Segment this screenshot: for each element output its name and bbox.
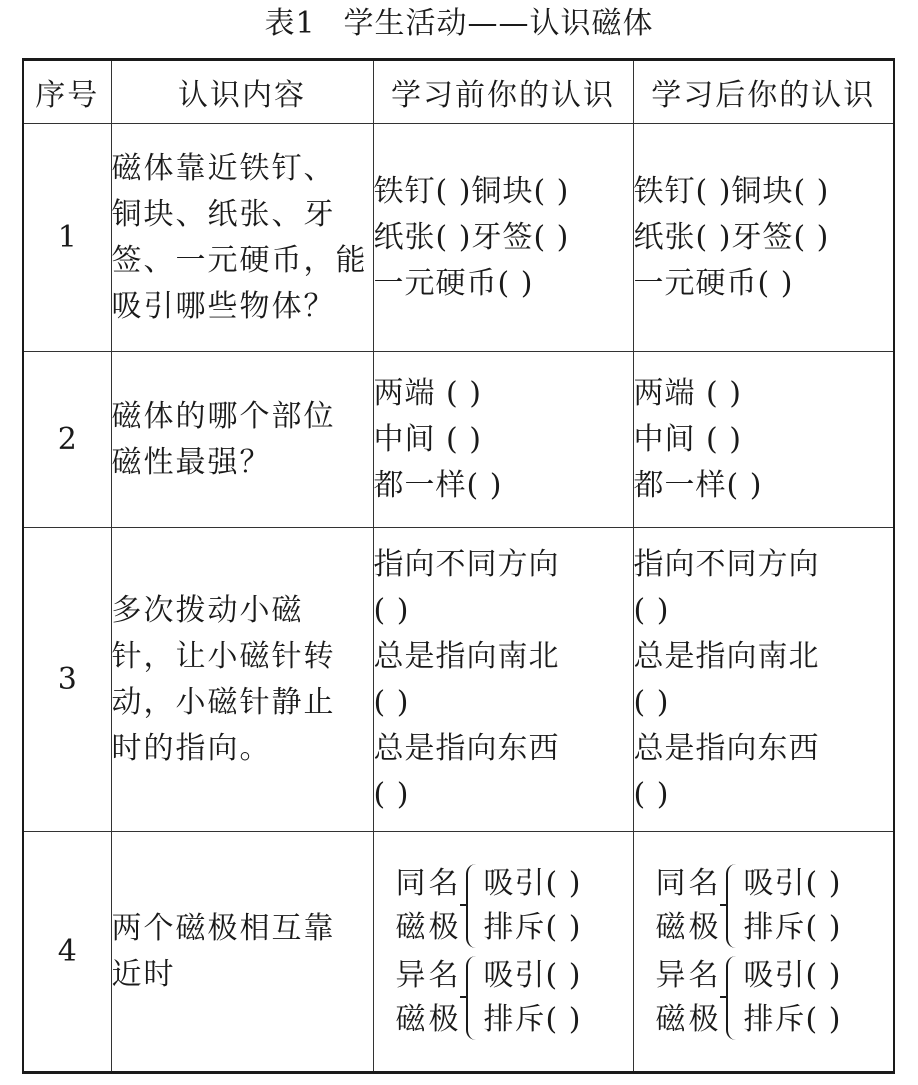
brace-icon (726, 956, 738, 1040)
header-content: 认识内容 (111, 60, 373, 124)
table-title: 学生活动——认识磁体 (343, 6, 654, 41)
row-content: 磁体的哪个部位 磁性最强？ (111, 352, 373, 528)
after-answer[interactable]: 两端 ( ) 中间 ( ) 都一样( ) (633, 352, 894, 528)
unlike-poles-group: 异名 磁极 吸引( ) 排斥( ) (396, 954, 633, 1042)
table-row (23, 528, 894, 832)
header-after: 学习后你的认识 (633, 60, 894, 124)
row-number: 3 (23, 528, 111, 832)
header-number: 序号 (23, 60, 111, 124)
header-before: 学习前你的认识 (373, 60, 633, 124)
after-answer[interactable]: 指向不同方向 ( ) 总是指向南北 ( ) 总是指向东西 ( ) (633, 528, 894, 832)
brace-icon (726, 864, 738, 948)
before-answer[interactable]: 指向不同方向 ( ) 总是指向南北 ( ) 总是指向东西 ( ) (373, 528, 633, 832)
header-row (23, 60, 894, 124)
unlike-poles-group: 异名 磁极 吸引( ) 排斥( ) (656, 954, 894, 1042)
magnet-activity-table (22, 58, 895, 1074)
table-caption (0, 4, 918, 44)
row-number: 4 (23, 832, 111, 1073)
before-answer[interactable]: 两端 ( ) 中间 ( ) 都一样( ) (373, 352, 633, 528)
row-content: 多次拨动小磁 针，让小磁针转 动，小磁针静止 时的指向。 (111, 528, 373, 832)
row-content: 磁体靠近铁钉、 铜块、纸张、牙 签、一元硬币，能 吸引哪些物体？ (111, 124, 373, 352)
like-poles-group: 同名 磁极 吸引( ) 排斥( ) (396, 862, 633, 950)
after-answer[interactable]: 铁钉( )铜块( ) 纸张( )牙签( ) 一元硬币( ) (633, 124, 894, 352)
table-row (23, 124, 894, 352)
brace-icon (466, 864, 478, 948)
before-answer[interactable]: 铁钉( )铜块( ) 纸张( )牙签( ) 一元硬币( ) (373, 124, 633, 352)
row-number: 1 (23, 124, 111, 352)
brace-icon (466, 956, 478, 1040)
after-answer[interactable] (633, 832, 894, 1073)
table-number: 表1 (264, 6, 316, 41)
table-row (23, 832, 894, 1073)
row-number: 2 (23, 352, 111, 528)
like-poles-group: 同名 磁极 吸引( ) 排斥( ) (656, 862, 894, 950)
before-answer[interactable] (373, 832, 633, 1073)
table-row (23, 352, 894, 528)
row-content: 两个磁极相互靠 近时 (111, 832, 373, 1073)
